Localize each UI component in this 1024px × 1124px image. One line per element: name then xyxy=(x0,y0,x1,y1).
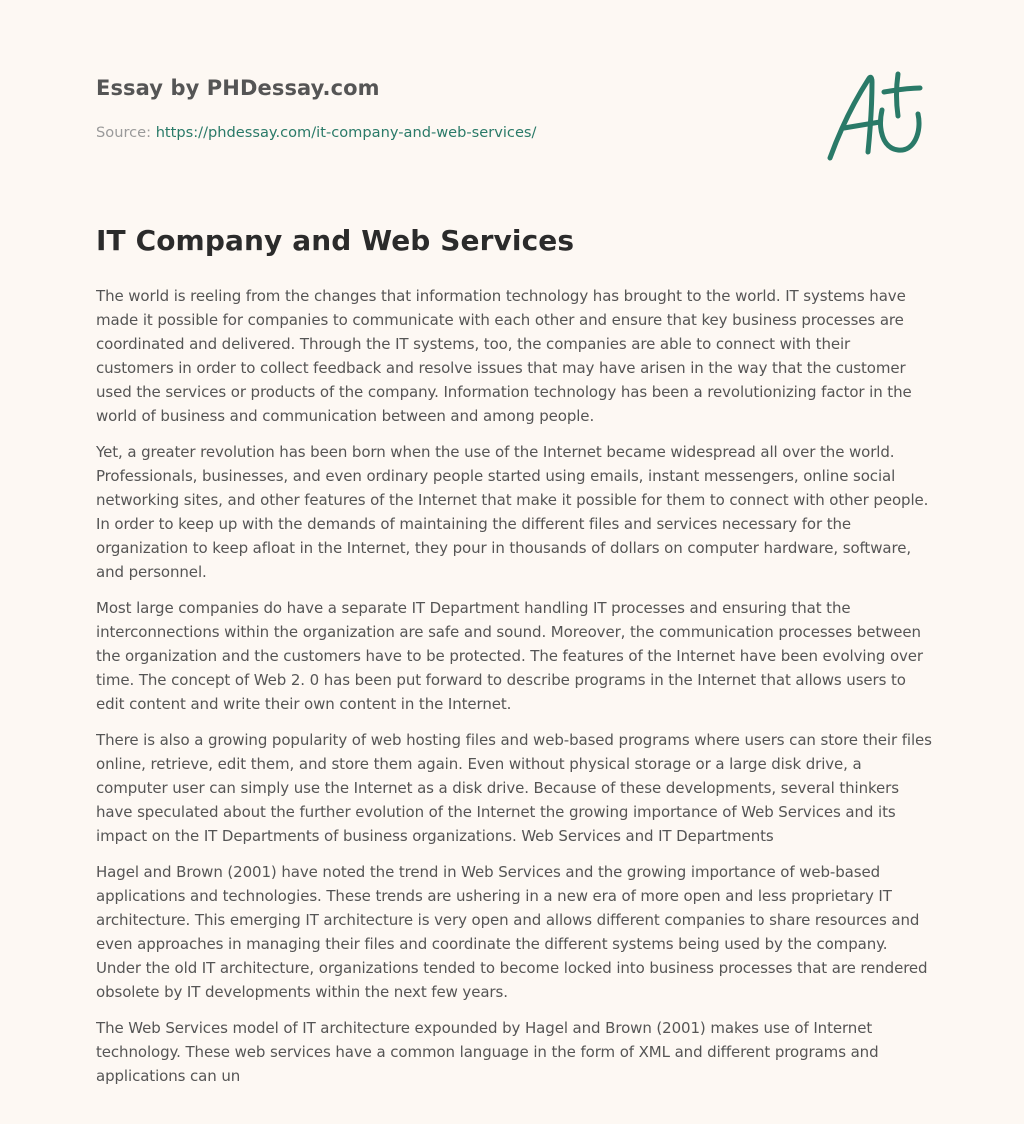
source-link[interactable]: https://phdessay.com/it-company-and-web-services/ xyxy=(155,124,537,141)
essay-paragraph: Hagel and Brown (2001) have noted the trend in Web Services and the growing importance of web-based applications and technologies. These trends are ushering in a new era of more open and less proprietary IT architecture. This emerging IT architecture is very open and allows different companies to share resources and even approaches in managing their files and coordinate the different systems being used by the company. Under the old IT architecture, organizations tended to become locked into business processes that are rendered obsolete by IT developments within the next few years. xyxy=(96,863,928,1001)
essay-paragraph: There is also a growing popularity of web hosting files and web-based programs where users can store their files online, retrieve, edit them, and store them again. Even without physical storage or a large disk drive, a computer user can simply use the Internet as a disk drive. Because of these developments, several thinkers have speculated about the further evolution of the Internet the growing importance of Web Services and its impact on the IT Departments of business organizations. Web Services and IT Departments xyxy=(96,731,932,845)
a-plus-logo-icon xyxy=(824,66,928,166)
essay-paragraph: The Web Services model of IT architecture expounded by Hagel and Brown (2001) makes use of Internet technology. These web services have a common language in the form of XML and different programs and applications can un xyxy=(96,1019,879,1085)
brand-title: Essay by PHDessay.com xyxy=(96,76,380,100)
source-label: Source: xyxy=(96,124,156,141)
page-header xyxy=(96,0,932,200)
source-line xyxy=(96,124,536,141)
essay-title: IT Company and Web Services xyxy=(96,224,575,257)
essay-paragraph: The world is reeling from the changes that information technology has brought to the world. IT systems have made it possible for companies to communicate with each other and ensure that key business processes are coordinated and delivered. Through the IT systems, too, the companies are able to connect with their customers in order to collect feedback and resolve issues that may have arisen in the way that the customer used the services or products of the company. Information technology has been a revolutionizing factor in the world of business and communication between and among people. xyxy=(96,287,912,425)
essay-body xyxy=(96,284,932,1100)
essay-paragraph: Most large companies do have a separate IT Department handling IT processes and ensuring that the interconnections within the organization are safe and sound. Moreover, the communication processes between the organization and the customers have to be protected. The features of the Internet have been evolving over time. The concept of Web 2. 0 has been put forward to describe programs in the Internet that allows users to edit content and write their own content in the Internet. xyxy=(96,599,923,713)
essay-paragraph: Yet, a greater revolution has been born when the use of the Internet became widespread all over the world. Professionals, businesses, and even ordinary people started using emails, instant messengers, online social networking sites, and other features of the Internet that make it possible for them to connect with other people. In order to keep up with the demands of maintaining the different files and services necessary for the organization to keep afloat in the Internet, they pour in thousands of dollars on computer hardware, software, and personnel. xyxy=(96,443,929,581)
essay-page xyxy=(96,0,932,1124)
